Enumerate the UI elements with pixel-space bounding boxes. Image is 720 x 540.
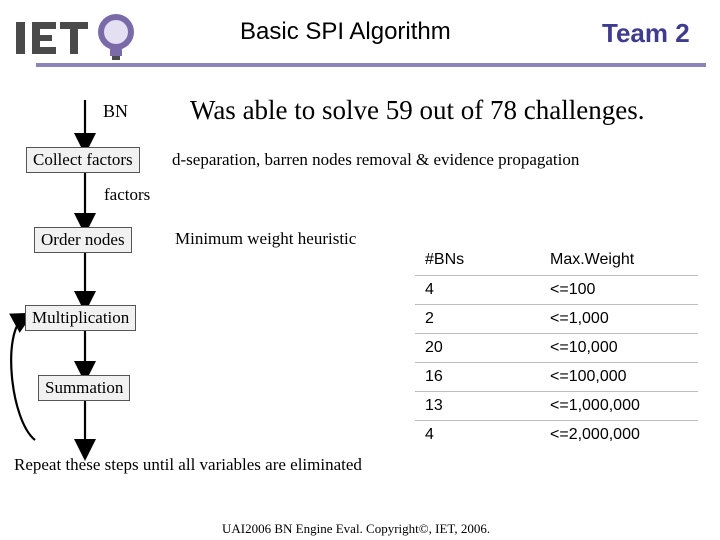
cell-max-weight: <=1,000 [540, 305, 698, 334]
header-bns: #BNs [415, 245, 540, 276]
bn-weight-table [415, 245, 698, 449]
table-row [415, 305, 698, 334]
cell-bns: 16 [415, 363, 540, 392]
loop-arrow [11, 318, 35, 440]
header-max-weight: Max.Weight [540, 245, 698, 276]
cell-max-weight: <=100 [540, 276, 698, 305]
cell-bns: 2 [415, 305, 540, 334]
cell-bns: 20 [415, 334, 540, 363]
repeat-text: Repeat these steps until all variables are eliminated [14, 455, 362, 474]
cell-max-weight: <=10,000 [540, 334, 698, 363]
cell-bns: 4 [415, 276, 540, 305]
collect-factors-box: Collect factors [26, 147, 140, 173]
headline: Was able to solve 59 out of 78 challenges. [190, 95, 645, 125]
order-description: Minimum weight heuristic [175, 229, 357, 248]
slide-title: Basic SPI Algorithm [240, 18, 451, 45]
table-row [415, 276, 698, 305]
cell-bns: 13 [415, 392, 540, 421]
factors-label: factors [104, 185, 151, 204]
order-nodes-box: Order nodes [34, 227, 132, 253]
multiplication-box: Multiplication [25, 305, 136, 331]
cell-max-weight: <=2,000,000 [550, 426, 640, 443]
cell-max-weight: <=100,000 [540, 363, 698, 392]
summation-box: Summation [38, 375, 130, 401]
bn-label: BN [103, 101, 129, 121]
cell-bns: 4 [425, 426, 434, 443]
table-row [415, 392, 698, 421]
table-row [415, 334, 698, 363]
team-label: Team 2 [602, 18, 690, 48]
table-row [415, 421, 698, 450]
table-row [415, 363, 698, 392]
footer: UAI2006 BN Engine Eval. Copyright©, IET, 2006. [222, 521, 491, 536]
collect-description: d-separation, barren nodes removal & evidence propagation [172, 150, 580, 169]
table-header-row [415, 245, 698, 276]
cell-max-weight: <=1,000,000 [540, 392, 698, 421]
